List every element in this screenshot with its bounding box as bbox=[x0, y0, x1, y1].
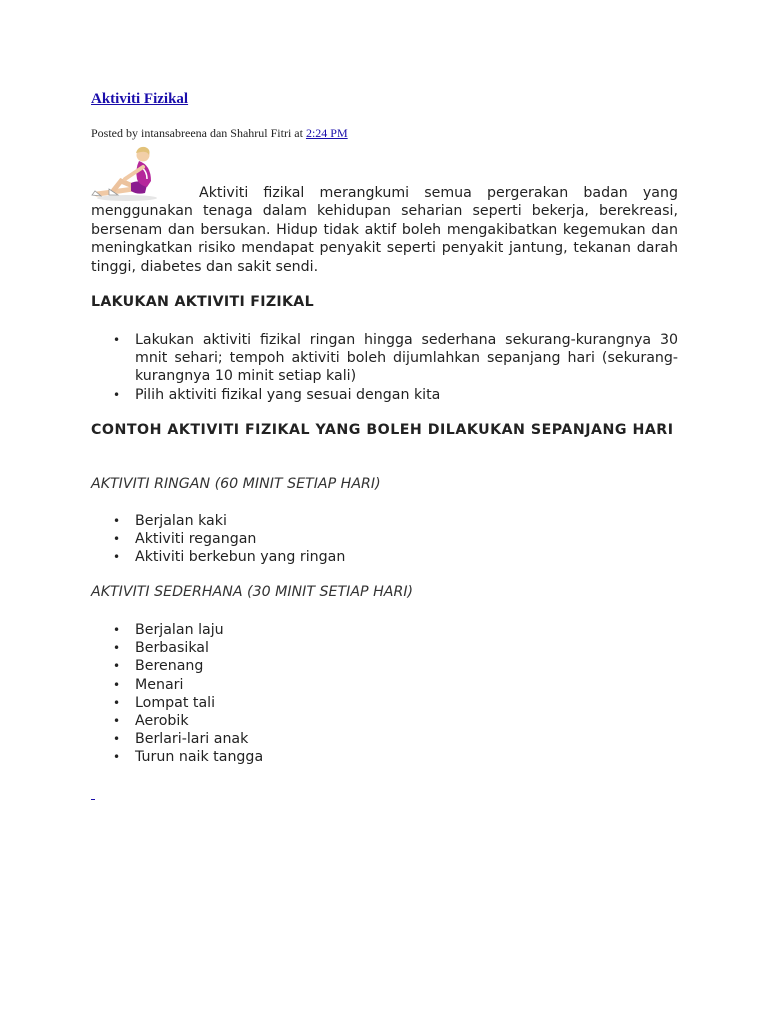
subheading-moderate: AKTIVITI SEDERHANA (30 MINIT SETIAP HARI) bbox=[91, 584, 414, 600]
recommendation-list bbox=[91, 331, 678, 404]
subheading-light: AKTIVITI RINGAN (60 MINIT SETIAP HARI) bbox=[91, 476, 381, 492]
list-item: • Berbasikal bbox=[91, 639, 678, 657]
byline-text: Posted by intansabreena dan Shahrul Fitri at bbox=[91, 126, 306, 140]
list-item: • Aktiviti regangan bbox=[91, 530, 678, 548]
list-item: • Berjalan kaki bbox=[91, 512, 678, 530]
light-activity-list bbox=[91, 512, 678, 567]
list-item: • Lompat tali bbox=[91, 694, 678, 712]
section-heading-contoh: CONTOH AKTIVITI FIZIKAL YANG BOLEH DILAKUKAN SEPANJANG HARI bbox=[91, 422, 674, 438]
list-item: • Lakukan aktiviti fizikal ringan hingga sederhana sekurang-kurangnya 30 mnit sehari; tempoh aktiviti boleh dijumlahkan sepanjang hari (sekurang-kurangnya 10 minit setiap kali) bbox=[91, 331, 678, 386]
empty-link[interactable] bbox=[91, 789, 95, 800]
post-byline bbox=[91, 126, 348, 141]
intro-paragraph: Aktiviti fizikal merangkumi semua pergerakan badan yang menggunakan tenaga dalam kehidupan seharian seperti bekerja, berekreasi, bersenam dan bersukan. Hidup tidak aktif boleh mengakibatkan kegemukan dan meningkatkan risiko mendapat penyakit seperti penyakit jantung, tekanan darah tinggi, diabetes dan sakit sendi. bbox=[91, 185, 678, 275]
section-heading-lakukan: LAKUKAN AKTIVITI FIZIKAL bbox=[91, 294, 314, 310]
list-item: • Pilih aktiviti fizikal yang sesuai dengan kita bbox=[91, 386, 678, 404]
list-item: • Berlari-lari anak bbox=[91, 730, 678, 748]
list-item: • Aktiviti berkebun yang ringan bbox=[91, 548, 678, 566]
list-item: • Berjalan laju bbox=[91, 621, 678, 639]
post-title-link[interactable]: Aktiviti Fizikal bbox=[91, 91, 189, 107]
list-item: • Turun naik tangga bbox=[91, 748, 678, 766]
list-item: • Menari bbox=[91, 676, 678, 694]
list-item: • Berenang bbox=[91, 657, 678, 675]
post-time-link[interactable]: 2:24 PM bbox=[305, 126, 348, 140]
moderate-activity-list bbox=[91, 621, 678, 767]
list-item: • Aerobik bbox=[91, 712, 678, 730]
